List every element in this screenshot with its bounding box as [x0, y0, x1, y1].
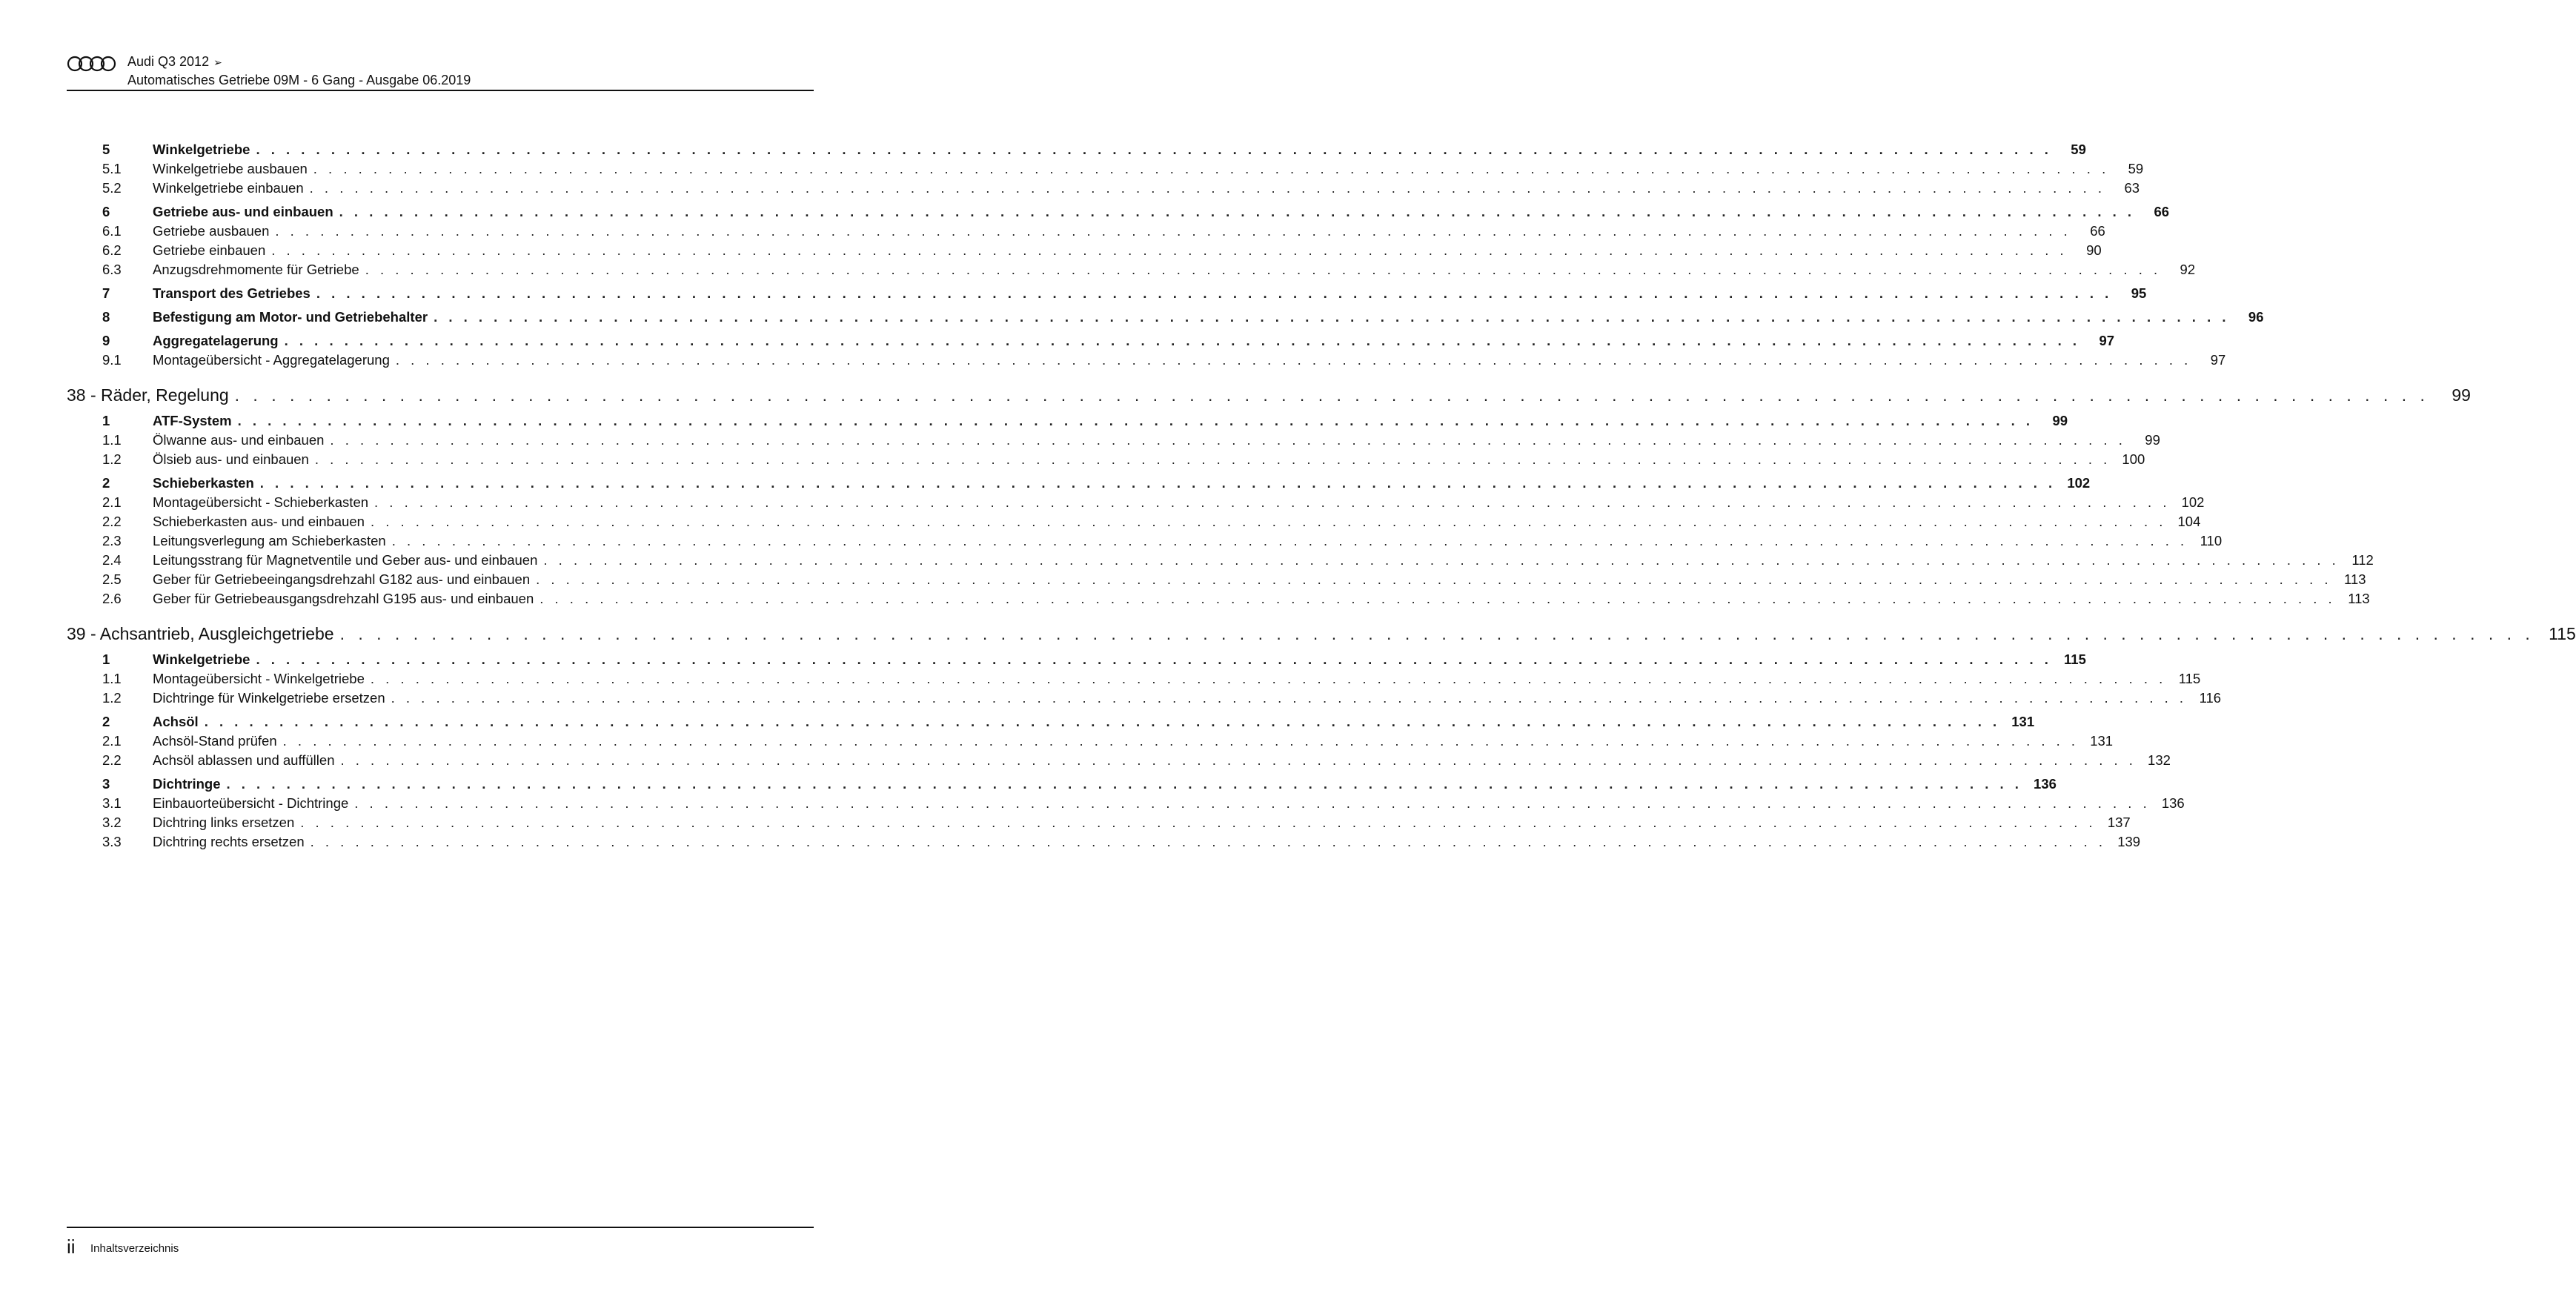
dot-leader: . . . . . . . . . . . . . . . . . . . . . . . . . . . . . . . . . . . . . . . . . . . . . . . . . . . . . . . . . . . . . . . . . . . . . . . . . . . . . . . . . . . . . . . . . . . . . . . . . . . . . . . . . . . . . . . . . . . . . . . . — [309, 180, 2106, 196]
page-header — [67, 52, 814, 90]
toc-entry-number: 6 — [102, 204, 110, 219]
toc-entry-title: 38 - Räder, Regelung — [67, 385, 229, 405]
toc-entry-title: Dichtring rechts ersetzen — [153, 834, 305, 849]
toc-subsection-entry[interactable] — [67, 158, 2144, 177]
toc-entry-page: 131 — [2011, 714, 2035, 729]
toc-entry-page: 63 — [2124, 180, 2140, 196]
toc-entry-number: 6.3 — [102, 262, 122, 277]
toc-entry-page: 102 — [2067, 475, 2091, 491]
table-of-contents — [67, 134, 2576, 850]
document-subtitle: Automatisches Getriebe 09M - 6 Gang - Ausgabe 06.2019 — [127, 73, 471, 87]
toc-entry-title: Achsöl ablassen und auffüllen — [153, 752, 335, 768]
toc-entry-title: Ölsieb aus- und einbauen — [153, 451, 309, 467]
dot-leader: . . . . . . . . . . . . . . . . . . . . . . . . . . . . . . . . . . . . . . . . . . . . . . . . . . . . . . . . . . . . . . . . . . . . . . . . . . . . . . . . . . . . . . . . . . . . . . . . . . . . . . . . . . . . . . . . . . . . . . . . — [300, 815, 2097, 830]
toc-entry-page: 102 — [2181, 494, 2205, 510]
toc-entry-title: Winkelgetriebe — [153, 651, 250, 667]
toc-section-entry[interactable] — [67, 302, 2264, 325]
toc-entry-number: 3.3 — [102, 834, 122, 849]
toc-entry-page: 99 — [2052, 413, 2068, 428]
toc-entry-page: 99 — [2145, 432, 2160, 448]
toc-entry-page: 132 — [2148, 752, 2171, 768]
toc-entry-number: 5 — [102, 142, 110, 157]
page-number: ii — [67, 1236, 76, 1258]
dot-leader: . . . . . . . . . . . . . . . . . . . . . . . . . . . . . . . . . . . . . . . . . . . . . . . . . . . . . . . . . . . . . . . . . . . . . . . . . . . . . . . . . . . . . . . . . . . . . . . . . . . . . . . . . . . . . . . . . . . . . . . . — [310, 834, 2107, 849]
toc-entry-number: 7 — [102, 285, 110, 301]
header-divider — [67, 90, 814, 91]
dot-leader: . . . . . . . . . . . . . . . . . . . . . . . . . . . . . . . . . . . . . . . . . . . . . . . . . . . . . . . . . . . . . . . . . . . . . . . . . . . . . . . . . . . . . . . . . . . . . . . . . . . . . . . . . . . . . . . . . . . . . . . . — [271, 242, 2068, 258]
toc-entry-number: 1 — [102, 651, 110, 667]
toc-entry-page: 99 — [2451, 385, 2471, 405]
toc-subsection-entry[interactable] — [67, 491, 2205, 511]
toc-subsection-entry[interactable] — [67, 448, 2145, 468]
toc-entry-number: 3 — [102, 776, 110, 792]
toc-entry-number: 6.2 — [102, 242, 122, 258]
toc-entry-number: 2.4 — [102, 552, 122, 568]
toc-entry-title: Getriebe einbauen — [153, 242, 266, 258]
dot-leader: . . . . . . . . . . . . . . . . . . . . . . . . . . . . . . . . . . . . . . . . . . . . . . . . . . . . . . . . . . . . . . . . . . . . . . . . . . . . . . . . . . . . . . . . . . . . . . . . . . . . . . . . . . . . . . . . . . . . . . . . — [395, 352, 2192, 368]
toc-entry-number: 5.2 — [102, 180, 122, 196]
toc-entry-number: 2.3 — [102, 533, 122, 548]
toc-entry-number: 1.1 — [102, 671, 122, 686]
toc-entry-title: Leitungsstrang für Magnetventile und Geber aus- und einbauen — [153, 552, 538, 568]
toc-entry-title: Befestigung am Motor- und Getriebehalter — [153, 309, 428, 325]
toc-entry-number: 2.6 — [102, 591, 122, 606]
toc-entry-number: 2.5 — [102, 571, 122, 587]
toc-entry-number: 9 — [102, 333, 110, 348]
dot-leader: . . . . . . . . . . . . . . . . . . . . . . . . . . . . . . . . . . . . . . . . . . . . . . . . . . . . . . . . . . . . . . . . . . . . . . . . . . . . . . . . . . . . . . . . . . . . . . . . . . . . . . . . . . . . . . . . . . . . . . . . — [330, 432, 2126, 448]
toc-entry-title: Leitungsverlegung am Schieberkasten — [153, 533, 386, 548]
toc-entry-number: 2 — [102, 714, 110, 729]
toc-entry-title: Montageübersicht - Schieberkasten — [153, 494, 369, 510]
toc-entry-title: ATF-System — [153, 413, 232, 428]
toc-entry-title: Schieberkasten aus- und einbauen — [153, 514, 365, 529]
dot-leader: . . . . . . . . . . . . . . . . . . . . . . . . . . . . . . . . . . . . . . . . . . . . . . . . . . . . . . . . . . . . . . . . . . . . . . . . . . . . . . . . . . . . . . . . . . . . . . . . . . . . . . . . . . . . . . . . . . . . . . . . — [259, 475, 2057, 491]
toc-entry-number: 2 — [102, 475, 110, 491]
toc-entry-title: Winkelgetriebe ausbauen — [153, 161, 308, 176]
toc-entry-title: Montageübersicht - Winkelgetriebe — [153, 671, 365, 686]
toc-subsection-entry[interactable] — [67, 177, 2140, 196]
toc-entry-title: Transport des Getriebes — [153, 285, 311, 301]
dot-leader: . . . . . . . . . . . . . . . . . . . . . . . . . . . . . . . . . . . . . . . . . . . . . . . . . . . . . . . . . . . . . . . . . . . . . . . . . . . . . . . . . . . . . . . . . . . . . . . . . . . . . . . . . . . . . . . . . . . . . . . . — [316, 285, 2113, 301]
dot-leader: . . . . . . . . . . . . . . . . . . . . . . . . . . . . . . . . . . . . . . . . . . . . . . . . . . . . . . . . . . . . . . . . . . . . . . . . . . . . . . . . . . . . . . . . . . . . . . . . . . . . . . . . . . . . . . . . . . . . . . . . — [374, 494, 2171, 510]
model-title — [127, 54, 222, 70]
dot-leader: . . . . . . . . . . . . . . . . . . . . . . . . . . . . . . . . . . . . . . . . . . . . . . . . . . . . . . . . . . . . . . . . . . . . . . . . . . . . . . . . . . . . . . . . . . . . . . . . . . . . . . . . . . . . . . . . . . . . . . . . — [282, 733, 2079, 749]
dot-leader: . . . . . . . . . . . . . . . . . . . . . . . . . . . . . . . . . . . . . . . . . . . . . . . . . . . . . . . . . . . . . . . . . . . . . . . . . . . . . . . . . . . . . . . . . . . . . . . . . . . . . . . . . . . . . . . . . . . . . . . . — [234, 385, 2429, 405]
toc-entry-title: Einbauorteübersicht - Dichtringe — [153, 795, 349, 811]
dot-leader: . . . . . . . . . . . . . . . . . . . . . . . . . . . . . . . . . . . . . . . . . . . . . . . . . . . . . . . . . . . . . . . . . . . . . . . . . . . . . . . . . . . . . . . . . . . . . . . . . . . . . . . . . . . . . . . . . . . . . . . . — [540, 591, 2336, 606]
toc-entry-title: Geber für Getriebeausgangsdrehzahl G195 aus- und einbauen — [153, 591, 534, 606]
toc-section-entry[interactable] — [67, 134, 2086, 158]
page-footer — [67, 1227, 814, 1256]
toc-entry-number: 1 — [102, 413, 110, 428]
toc-subsection-entry[interactable] — [67, 429, 2160, 448]
toc-entry-page: 137 — [2107, 815, 2131, 830]
toc-entry-page: 131 — [2090, 733, 2114, 749]
toc-entry-number: 6.1 — [102, 223, 122, 239]
toc-subsection-entry[interactable] — [67, 668, 2201, 687]
toc-section-entry[interactable] — [67, 196, 2170, 220]
toc-section-entry[interactable] — [67, 769, 2057, 792]
dot-leader: . . . . . . . . . . . . . . . . . . . . . . . . . . . . . . . . . . . . . . . . . . . . . . . . . . . . . . . . . . . . . . . . . . . . . . . . . . . . . . . . . . . . . . . . . . . . . . . . . . . . . . . . . . . . . . . . . . . . . . . . — [434, 309, 2230, 325]
dot-leader: . . . . . . . . . . . . . . . . . . . . . . . . . . . . . . . . . . . . . . . . . . . . . . . . . . . . . . . . . . . . . . . . . . . . . . . . . . . . . . . . . . . . . . . . . . . . . . . . . . . . . . . . . . . . . . . . . . . . . . . . — [256, 651, 2052, 667]
toc-entry-page: 115 — [2178, 671, 2201, 686]
toc-subsection-entry[interactable] — [67, 349, 2226, 368]
dot-leader: . . . . . . . . . . . . . . . . . . . . . . . . . . . . . . . . . . . . . . . . . . . . . . . . . . . . . . . . . . . . . . . . . . . . . . . . . . . . . . . . . . . . . . . . . . . . . . . . . . . . . . . . . . . . . . . . . . . . . . . . — [370, 514, 2167, 529]
toc-entry-number: 8 — [102, 309, 110, 325]
dot-leader: . . . . . . . . . . . . . . . . . . . . . . . . . . . . . . . . . . . . . . . . . . . . . . . . . . . . . . . . . . . . . . . . . . . . . . . . . . . . . . . . . . . . . . . . . . . . . . . . . . . . . . . . . . . . . . . . . . . . . . . . — [340, 752, 2137, 768]
toc-section-entry[interactable] — [67, 405, 2068, 429]
dot-leader: . . . . . . . . . . . . . . . . . . . . . . . . . . . . . . . . . . . . . . . . . . . . . . . . . . . . . . . . . . . . . . . . . . . . . . . . . . . . . . . . . . . . . . . . . . . . . . . . . . . . . . . . . . . . . . . . . . . . . . . . — [354, 795, 2151, 811]
toc-entry-title: Winkelgetriebe — [153, 142, 250, 157]
toc-subsection-entry[interactable] — [67, 588, 2370, 607]
toc-entry-title: Dichtringe für Winkelgetriebe ersetzen — [153, 690, 385, 706]
dot-leader: . . . . . . . . . . . . . . . . . . . . . . . . . . . . . . . . . . . . . . . . . . . . . . . . . . . . . . . . . . . . . . . . . . . . . . . . . . . . . . . . . . . . . . . . . . . . . . . . . . . . . . . . . . . . . . . . . . . . . . . . — [391, 690, 2188, 706]
dot-leader: . . . . . . . . . . . . . . . . . . . . . . . . . . . . . . . . . . . . . . . . . . . . . . . . . . . . . . . . . . . . . . . . . . . . . . . . . . . . . . . . . . . . . . . . . . . . . . . . . . . . . . . . . . . . . . . . . . . . . . . . — [256, 142, 2052, 157]
toc-entry-page: 136 — [2034, 776, 2057, 792]
dot-leader: . . . . . . . . . . . . . . . . . . . . . . . . . . . . . . . . . . . . . . . . . . . . . . . . . . . . . . . . . . . . . . . . . . . . . . . . . . . . . . . . . . . . . . . . . . . . . . . . . . . . . . . . . . . . . . . . . . . . . . . . — [365, 262, 2162, 277]
toc-section-entry[interactable] — [67, 278, 2147, 302]
toc-chapter-entry[interactable] — [67, 607, 2576, 644]
toc-entry-page: 113 — [2348, 591, 2370, 606]
toc-entry-number: 1.2 — [102, 451, 122, 467]
toc-subsection-entry[interactable] — [67, 730, 2114, 749]
toc-entry-title: Dichtring links ersetzen — [153, 815, 295, 830]
toc-entry-number: 9.1 — [102, 352, 122, 368]
toc-subsection-entry[interactable] — [67, 687, 2222, 706]
toc-entry-title: Achsöl-Stand prüfen — [153, 733, 277, 749]
toc-entry-number: 1.2 — [102, 690, 122, 706]
toc-entry-number: 1.1 — [102, 432, 122, 448]
toc-subsection-entry[interactable] — [67, 239, 2102, 259]
toc-section-entry[interactable] — [67, 325, 2115, 349]
toc-entry-title: Schieberkasten — [153, 475, 254, 491]
dot-leader: . . . . . . . . . . . . . . . . . . . . . . . . . . . . . . . . . . . . . . . . . . . . . . . . . . . . . . . . . . . . . . . . . . . . . . . . . . . . . . . . . . . . . . . . . . . . . . . . . . . . . . . . . . . . . . . . . . . . . . . . — [284, 333, 2081, 348]
toc-entry-page: 100 — [2122, 451, 2145, 467]
arrow-right-icon: ➢ — [213, 56, 222, 68]
toc-entry-title: Dichtringe — [153, 776, 221, 792]
toc-entry-page: 90 — [2086, 242, 2102, 258]
toc-section-entry[interactable] — [67, 468, 2091, 491]
dot-leader: . . . . . . . . . . . . . . . . . . . . . . . . . . . . . . . . . . . . . . . . . . . . . . . . . . . . . . . . . . . . . . . . . . . . . . . . . . . . . . . . . . . . . . . . . . . . . . . . . . . . . . . . . . . . . . . . . . . . . . . . — [339, 624, 2534, 643]
dot-leader: . . . . . . . . . . . . . . . . . . . . . . . . . . . . . . . . . . . . . . . . . . . . . . . . . . . . . . . . . . . . . . . . . . . . . . . . . . . . . . . . . . . . . . . . . . . . . . . . . . . . . . . . . . . . . . . . . . . . . . . . — [237, 413, 2034, 428]
toc-entry-page: 115 — [2549, 624, 2576, 643]
dot-leader: . . . . . . . . . . . . . . . . . . . . . . . . . . . . . . . . . . . . . . . . . . . . . . . . . . . . . . . . . . . . . . . . . . . . . . . . . . . . . . . . . . . . . . . . . . . . . . . . . . . . . . . . . . . . . . . . . . . . . . . . — [536, 571, 2332, 587]
dot-leader: . . . . . . . . . . . . . . . . . . . . . . . . . . . . . . . . . . . . . . . . . . . . . . . . . . . . . . . . . . . . . . . . . . . . . . . . . . . . . . . . . . . . . . . . . . . . . . . . . . . . . . . . . . . . . . . . . . . . . . . . — [314, 451, 2111, 467]
toc-entry-number: 2.2 — [102, 514, 122, 529]
toc-entry-page: 116 — [2199, 690, 2222, 706]
toc-entry-number: 2.1 — [102, 494, 122, 510]
toc-subsection-entry[interactable] — [67, 549, 2374, 568]
toc-entry-title: Winkelgetriebe einbauen — [153, 180, 304, 196]
toc-subsection-entry[interactable] — [67, 792, 2185, 812]
dot-leader: . . . . . . . . . . . . . . . . . . . . . . . . . . . . . . . . . . . . . . . . . . . . . . . . . . . . . . . . . . . . . . . . . . . . . . . . . . . . . . . . . . . . . . . . . . . . . . . . . . . . . . . . . . . . . . . . . . . . . . . . — [275, 223, 2071, 239]
toc-entry-title: Getriebe aus- und einbauen — [153, 204, 333, 219]
dot-leader: . . . . . . . . . . . . . . . . . . . . . . . . . . . . . . . . . . . . . . . . . . . . . . . . . . . . . . . . . . . . . . . . . . . . . . . . . . . . . . . . . . . . . . . . . . . . . . . . . . . . . . . . . . . . . . . . . . . . . . . . — [226, 776, 2022, 792]
toc-subsection-entry[interactable] — [67, 568, 2366, 588]
toc-entry-page: 97 — [2099, 333, 2115, 348]
toc-entry-title: Ölwanne aus- und einbauen — [153, 432, 325, 448]
toc-entry-page: 59 — [2128, 161, 2144, 176]
toc-entry-page: 139 — [2117, 834, 2141, 849]
toc-entry-page: 66 — [2154, 204, 2170, 219]
dot-leader: . . . . . . . . . . . . . . . . . . . . . . . . . . . . . . . . . . . . . . . . . . . . . . . . . . . . . . . . . . . . . . . . . . . . . . . . . . . . . . . . . . . . . . . . . . . . . . . . . . . . . . . . . . . . . . . . . . . . . . . . — [370, 671, 2167, 686]
footer-divider — [67, 1227, 814, 1228]
toc-entry-title: Anzugsdrehmomente für Getriebe — [153, 262, 359, 277]
toc-section-entry[interactable] — [67, 706, 2035, 730]
toc-entry-page: 95 — [2131, 285, 2147, 301]
model-label: Audi Q3 2012 — [127, 54, 210, 69]
toc-subsection-entry[interactable] — [67, 530, 2223, 549]
dot-leader: . . . . . . . . . . . . . . . . . . . . . . . . . . . . . . . . . . . . . . . . . . . . . . . . . . . . . . . . . . . . . . . . . . . . . . . . . . . . . . . . . . . . . . . . . . . . . . . . . . . . . . . . . . . . . . . . . . . . . . . . — [391, 533, 2188, 548]
toc-entry-page: 113 — [2344, 571, 2366, 587]
toc-entry-page: 96 — [2248, 309, 2264, 325]
toc-subsection-entry[interactable] — [67, 220, 2105, 239]
four-rings-logo-icon — [67, 56, 119, 72]
dot-leader: . . . . . . . . . . . . . . . . . . . . . . . . . . . . . . . . . . . . . . . . . . . . . . . . . . . . . . . . . . . . . . . . . . . . . . . . . . . . . . . . . . . . . . . . . . . . . . . . . . . . . . . . . . . . . . . . . . . . . . . . — [543, 552, 2340, 568]
toc-entry-page: 115 — [2064, 651, 2086, 667]
toc-entry-page: 92 — [2180, 262, 2196, 277]
toc-entry-number: 2.1 — [102, 733, 122, 749]
toc-entry-title: 39 - Achsantrieb, Ausgleichgetriebe — [67, 624, 334, 643]
toc-entry-title: Geber für Getriebeeingangsdrehzahl G182 aus- und einbauen — [153, 571, 531, 587]
toc-subsection-entry[interactable] — [67, 749, 2171, 769]
toc-entry-number: 3.2 — [102, 815, 122, 830]
toc-entry-number: 5.1 — [102, 161, 122, 176]
toc-entry-number: 2.2 — [102, 752, 122, 768]
toc-entry-page: 97 — [2210, 352, 2226, 368]
toc-entry-title: Aggregatelagerung — [153, 333, 279, 348]
footer-section-name: Inhaltsverzeichnis — [90, 1242, 179, 1255]
toc-entry-title: Montageübersicht - Aggregatelagerung — [153, 352, 390, 368]
toc-entry-page: 110 — [2200, 533, 2223, 548]
toc-entry-page: 136 — [2161, 795, 2185, 811]
toc-entry-title: Getriebe ausbauen — [153, 223, 270, 239]
toc-chapter-entry[interactable] — [67, 368, 2471, 405]
dot-leader: . . . . . . . . . . . . . . . . . . . . . . . . . . . . . . . . . . . . . . . . . . . . . . . . . . . . . . . . . . . . . . . . . . . . . . . . . . . . . . . . . . . . . . . . . . . . . . . . . . . . . . . . . . . . . . . . . . . . . . . . — [313, 161, 2110, 176]
toc-subsection-entry[interactable] — [67, 259, 2196, 278]
dot-leader: . . . . . . . . . . . . . . . . . . . . . . . . . . . . . . . . . . . . . . . . . . . . . . . . . . . . . . . . . . . . . . . . . . . . . . . . . . . . . . . . . . . . . . . . . . . . . . . . . . . . . . . . . . . . . . . . . . . . . . . . — [339, 204, 2136, 219]
toc-entry-page: 66 — [2090, 223, 2105, 239]
toc-entry-title: Achsöl — [153, 714, 199, 729]
dot-leader: . . . . . . . . . . . . . . . . . . . . . . . . . . . . . . . . . . . . . . . . . . . . . . . . . . . . . . . . . . . . . . . . . . . . . . . . . . . . . . . . . . . . . . . . . . . . . . . . . . . . . . . . . . . . . . . . . . . . . . . . — [204, 714, 2001, 729]
toc-entry-page: 59 — [2071, 142, 2086, 157]
toc-entry-page: 112 — [2351, 552, 2374, 568]
toc-entry-page: 104 — [2177, 514, 2201, 529]
toc-subsection-entry[interactable] — [67, 831, 2141, 850]
toc-subsection-entry[interactable] — [67, 511, 2201, 530]
toc-section-entry[interactable] — [67, 644, 2086, 668]
toc-subsection-entry[interactable] — [67, 812, 2131, 831]
toc-entry-number: 3.1 — [102, 795, 122, 811]
